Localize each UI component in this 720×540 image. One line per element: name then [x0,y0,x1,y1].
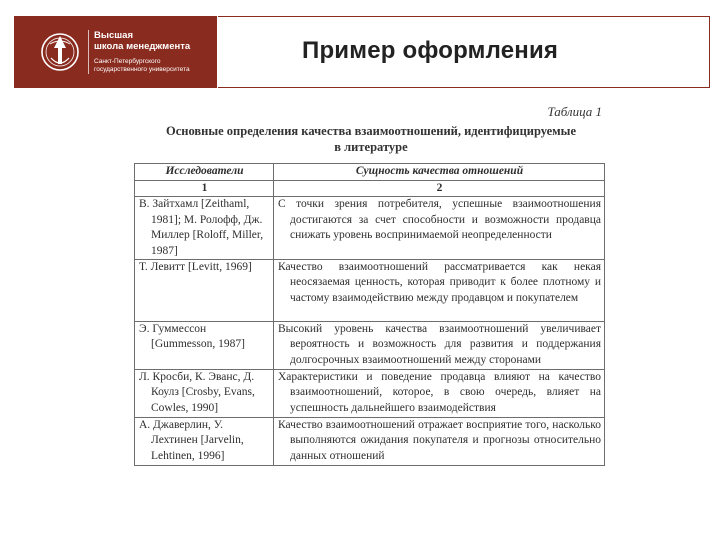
university-emblem-icon [40,28,80,76]
logo-divider [88,30,89,74]
essence-cell [274,197,605,260]
researchers-text: Л. Кросби, К. Эванс, Д. Коулз [Crosby, Evans, Cowles, 1990] [139,371,255,414]
essence-cell [274,260,605,322]
essence-text: Характеристики и поведение продавца влияют на качество взаимоотношений, которое, в свою очередь, влияет на успешность дальнейшего взаимодействия [278,371,601,414]
researchers-cell [135,418,274,466]
table-heading-line-2: в литературе [334,140,408,154]
column-header-essence: Сущность качества отношений [274,164,605,181]
essence-cell [274,370,605,418]
table-row [135,197,605,260]
table-heading-line-1: Основные определения качества взаимоотношений, идентифицируемые [166,124,576,138]
researchers-cell [135,197,274,260]
essence-text: Высокий уровень качества взаимоотношений увеличивает вероятность и возможность для развития и поддержания долгосрочных взаимоотношений между сторонами [278,323,601,366]
table-row [135,418,605,466]
essence-text: С точки зрения потребителя, успешные взаимоотношения достигаются за счет способности и возможности продавца снижать уровень воспринимаемой неопределенности [278,198,601,242]
title-bar [218,16,710,88]
table-heading [132,123,610,155]
researchers-cell [135,260,274,322]
column-header-researchers: Исследователи [135,164,274,181]
researchers-text: В. Зайтхамл [Zeithaml, 1981]; М. Ролофф, Дж. Миллер [Roloff, Miller, 1987] [139,198,264,257]
researchers-text: Э. Гуммессон [Gummesson, 1987] [139,323,245,351]
logo-line-3: Санкт-Петербургского [94,58,161,65]
table-label: Таблица 1 [547,104,602,119]
essence-text: Качество взаимоотношений рассматривается как некая неосязаемая ценность, которая приводит к более плотному и частому взаимодействию между продавцом и покупателем [278,261,601,304]
logo-line-2: школа менеджмента [94,41,191,52]
column-number-1: 1 [135,181,274,197]
column-number-row [135,181,605,197]
researchers-text: Т. Левитт [Levitt, 1969] [139,261,252,274]
table-row [135,370,605,418]
slide-title: Пример оформления [302,37,559,64]
essence-cell [274,322,605,370]
column-number-2: 2 [274,181,605,197]
essence-text: Качество взаимоотношений отражает восприятие того, насколько выполняются ожидания покупателя и прогнозы относительно данных отношений [278,419,601,462]
table-header-row [135,164,605,181]
researchers-cell [135,322,274,370]
logo-block [14,16,217,88]
essence-cell [274,418,605,466]
table-row [135,260,605,322]
researchers-text: А. Джаверлин, У. Лехтинен [Jarvelin, Lehtinen, 1996] [139,419,244,462]
logo-text [94,30,190,74]
logo-line-1: Высшая [94,30,134,41]
table-row [135,322,605,370]
definitions-table [134,163,605,466]
logo-line-4: государственного университета [94,66,190,73]
researchers-cell [135,370,274,418]
